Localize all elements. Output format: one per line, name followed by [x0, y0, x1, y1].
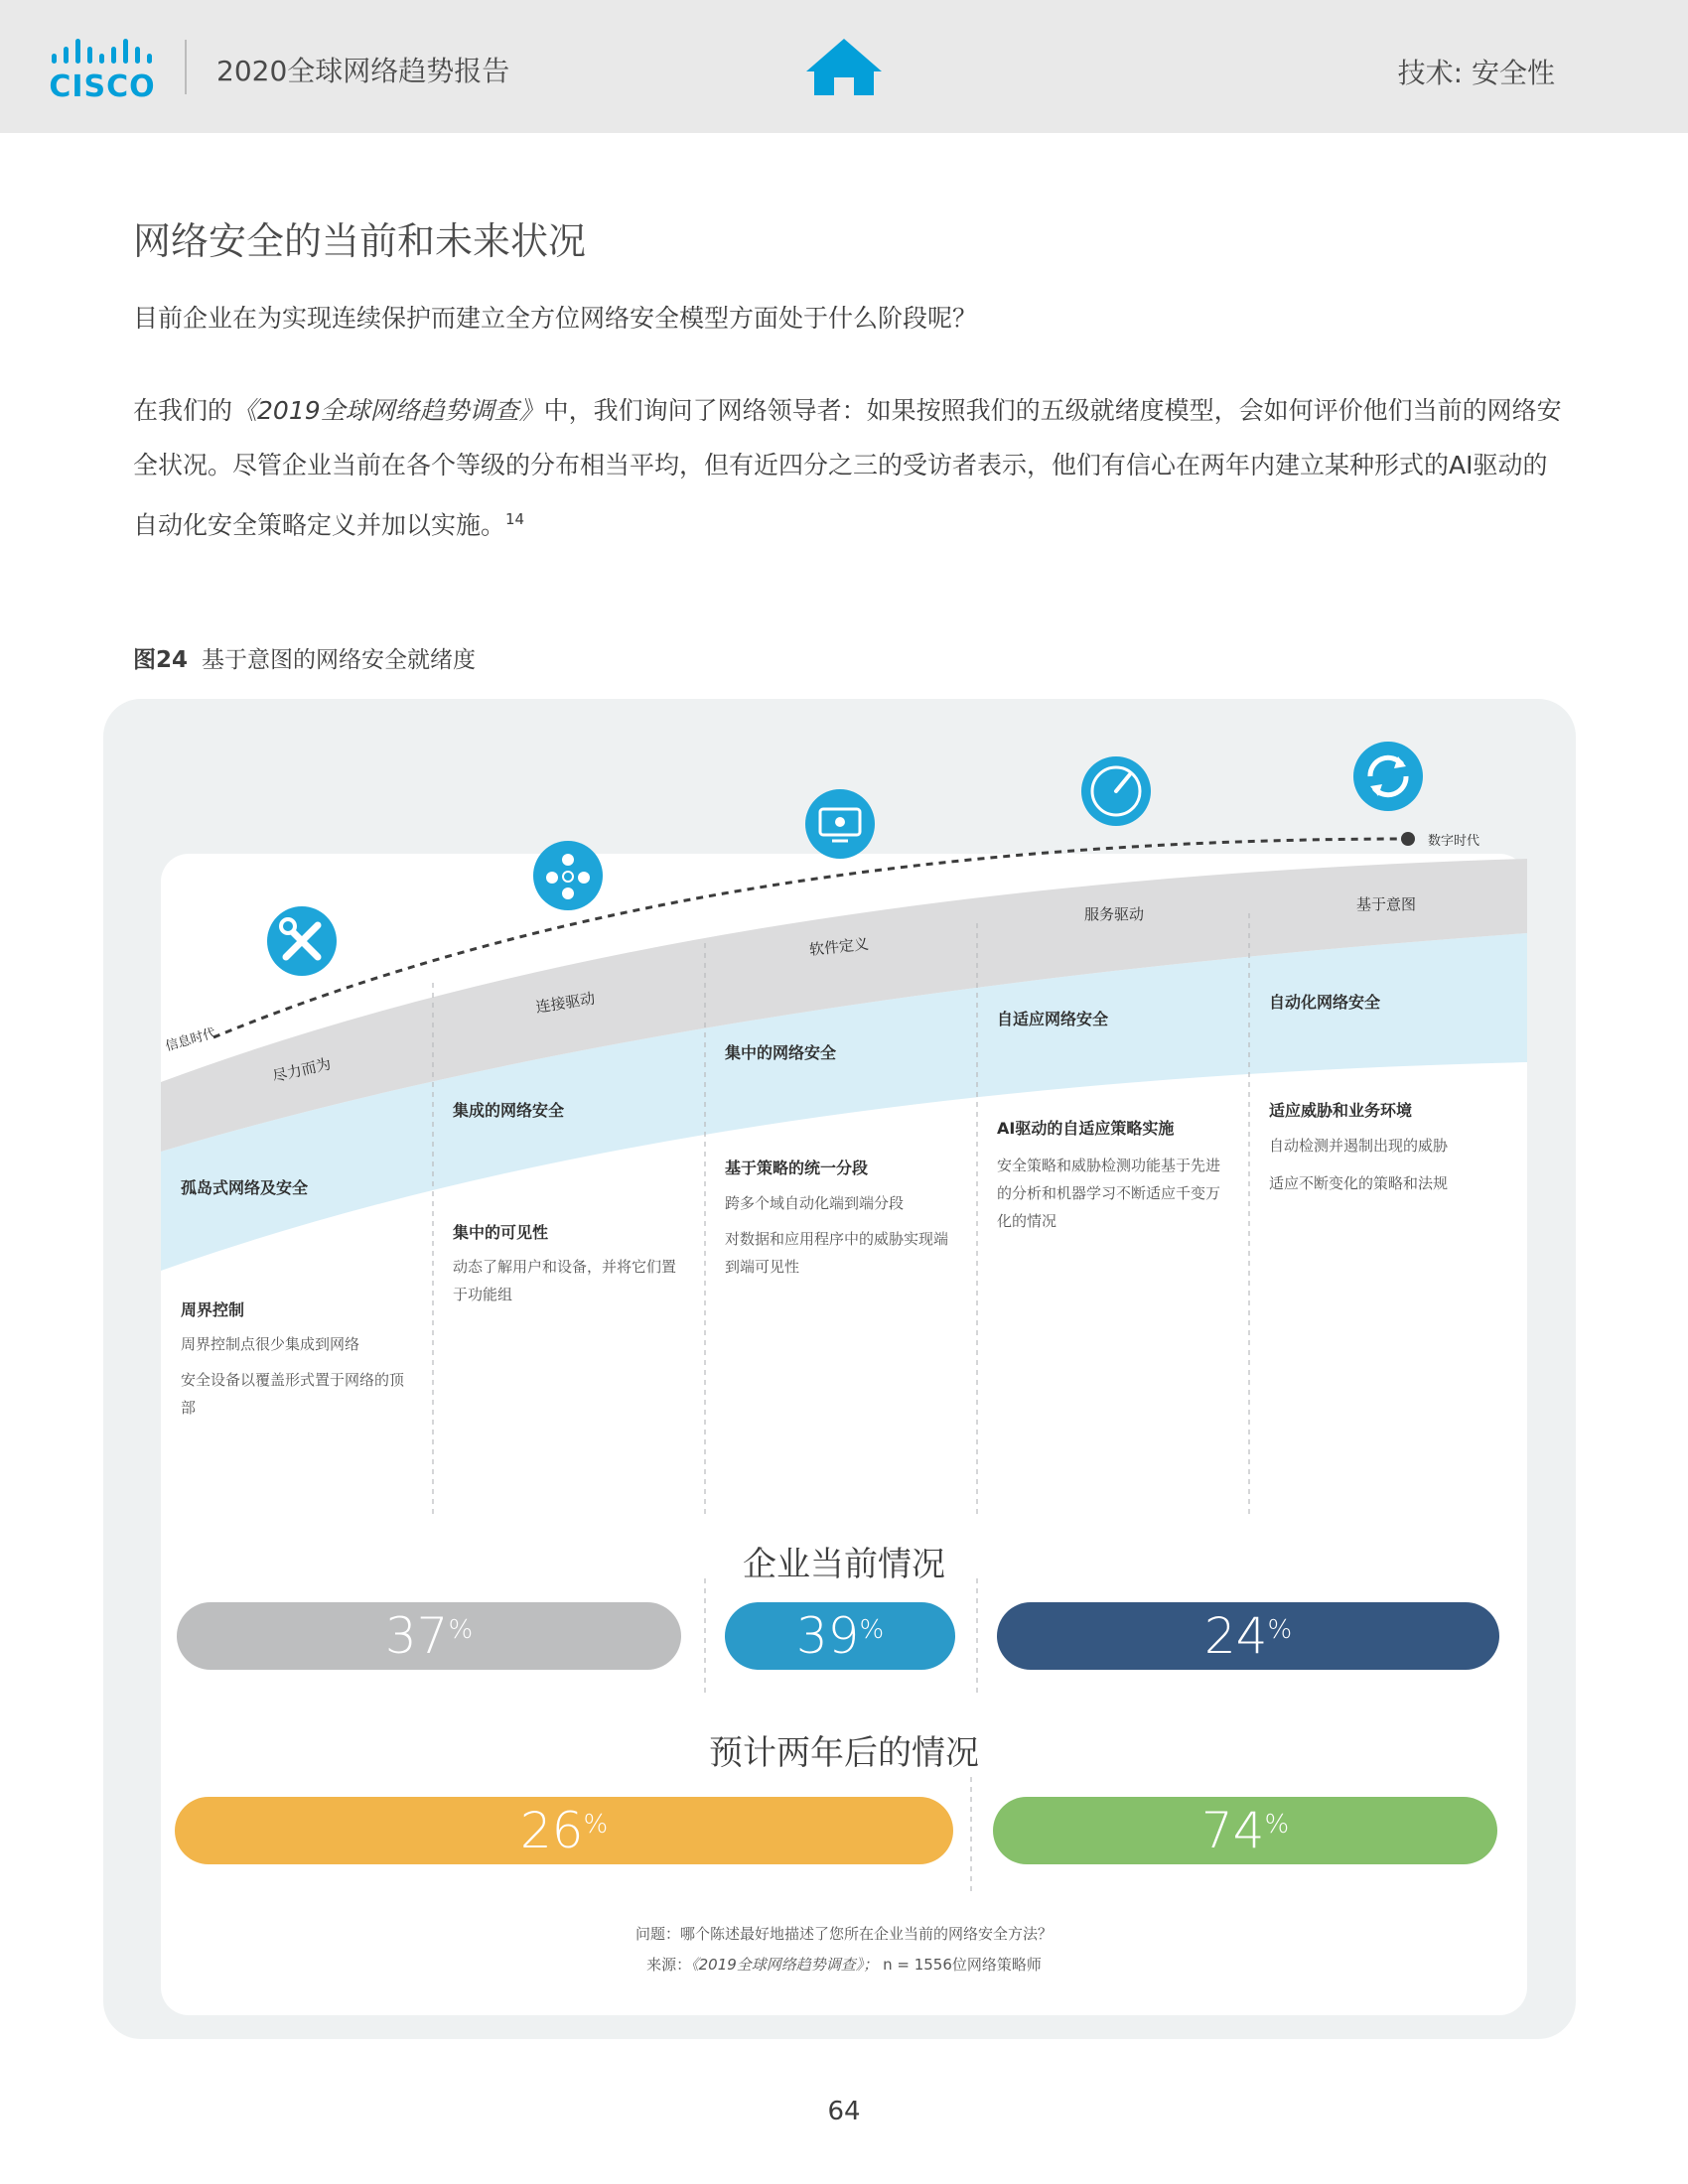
- tools-icon: [267, 906, 337, 976]
- survey-title: 《2019全球网络趋势调查》: [232, 396, 544, 425]
- stage-name: 服务驱动: [1084, 905, 1145, 923]
- percent-unit: %: [859, 1615, 885, 1645]
- source-note: [161, 1954, 1527, 1975]
- detail-title: 周界控制: [181, 1300, 245, 1319]
- detail-title: 基于策略的统一分段: [725, 1159, 869, 1177]
- security-level: 集成的网络安全: [453, 1101, 565, 1120]
- security-level: 自适应网络安全: [997, 1010, 1109, 1028]
- current-heading: 企业当前情况: [743, 1545, 945, 1584]
- percent-value: 24: [1203, 1607, 1268, 1665]
- percent-unit: %: [1264, 1810, 1290, 1840]
- percent-unit: %: [448, 1615, 474, 1645]
- source-prefix: 来源：: [646, 1956, 692, 1974]
- current-pill-3: [997, 1602, 1499, 1670]
- footnote-ref[interactable]: 14: [505, 510, 525, 528]
- sample-size: n = 1556位网络策略师: [883, 1956, 1042, 1974]
- network-people-icon: [533, 841, 603, 910]
- stage-name: 连接驱动: [534, 989, 597, 1017]
- detail-line: 周界控制点很少集成到网络: [181, 1335, 360, 1353]
- percent-value: 74: [1200, 1802, 1265, 1859]
- detail-line: 对数据和应用程序中的威胁实现端到端可见性: [725, 1230, 949, 1276]
- detail-line: 跨多个域自动化端到端分段: [725, 1194, 905, 1212]
- refresh-cycle-icon: [1353, 742, 1423, 811]
- section-label[interactable]: 技术: 安全性: [1397, 57, 1555, 89]
- monitor-gear-icon: [805, 789, 875, 859]
- detail-line: 动态了解用户和设备，并将它们置于功能组: [453, 1258, 677, 1303]
- security-level: 集中的网络安全: [725, 1043, 837, 1062]
- future-pill-1: [175, 1797, 953, 1864]
- page-number: 64: [827, 2097, 861, 2126]
- security-level: 孤岛式网络及安全: [181, 1178, 309, 1197]
- source-title: 《2019全球网络趋势调查》；: [691, 1956, 879, 1974]
- figure-title: 基于意图的网络安全就绪度: [202, 647, 477, 673]
- report-title: 2020全球网络趋势报告: [216, 55, 510, 87]
- page-title: 网络安全的当前和未来状况: [133, 219, 587, 263]
- intro-question: 目前企业在为实现连续保护而建立全方位网络安全模型方面处于什么阶段呢？: [133, 304, 978, 333]
- percent-unit: %: [583, 1810, 609, 1840]
- logo-text: CISCO: [49, 69, 156, 104]
- percent-value: 37: [384, 1607, 449, 1665]
- stage-name: 基于意图: [1356, 895, 1417, 913]
- stage-name: 尽力而为: [270, 1054, 333, 1086]
- era-end-label: 数字时代: [1428, 834, 1480, 849]
- percent-value: 26: [519, 1802, 584, 1859]
- percent-unit: %: [1267, 1615, 1293, 1645]
- detail-line: 安全设备以覆盖形式置于网络的顶部: [181, 1371, 405, 1417]
- paragraph-part: 中，我们询问了网络领导者：如果按照我们的五级就绪度模型，会如何评价他们当前的网络安全状况。尽管企业当前在各个等级的分布相当平均，但有近四分之三的受访者表示，他们有信心在两年内建立某种形式的AI驱动的自动化安全策略定义并加以实施。: [133, 396, 1562, 540]
- survey-question-note: 问题：哪个陈述最好地描述了您所在企业当前的网络安全方法？: [634, 1925, 1053, 1943]
- future-pill-2: [993, 1797, 1497, 1864]
- figure-number: 图24: [133, 647, 189, 673]
- era-start-label: 信息时代: [164, 1025, 218, 1055]
- detail-line: 适应不断变化的策略和法规: [1269, 1174, 1449, 1192]
- current-pill-2: [725, 1602, 955, 1670]
- trajectory-end-dot: [1401, 832, 1415, 846]
- detail-title: 集中的可见性: [453, 1223, 549, 1242]
- paragraph-part: 在我们的: [133, 396, 233, 425]
- detail-title: 适应威胁和业务环境: [1269, 1101, 1413, 1120]
- percent-value: 39: [795, 1607, 860, 1665]
- current-pill-1: [177, 1602, 681, 1670]
- stage-name: 软件定义: [808, 934, 870, 959]
- security-level: 自动化网络安全: [1269, 993, 1381, 1012]
- future-heading: 预计两年后的情况: [709, 1733, 979, 1773]
- gauge-icon: [1081, 756, 1151, 826]
- detail-line: 安全策略和威胁检测功能基于先进的分析和机器学习不断适应千变万化的情况: [997, 1157, 1221, 1230]
- detail-line: 自动检测并遏制出现的威胁: [1269, 1137, 1449, 1155]
- detail-title: AI驱动的自适应策略实施: [997, 1119, 1175, 1138]
